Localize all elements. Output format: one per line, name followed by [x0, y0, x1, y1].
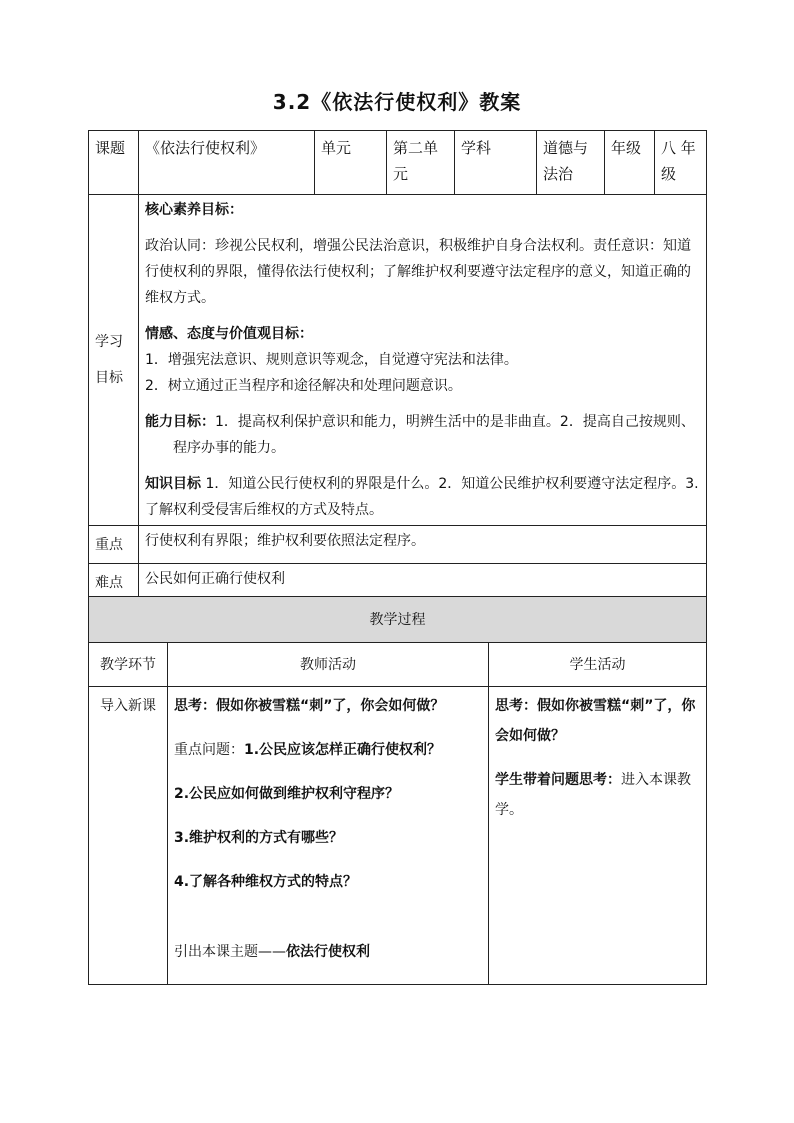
difficulty-text: 公民如何正确行使权利 — [139, 564, 707, 602]
lead-topic: 依法行使权利 — [286, 944, 370, 960]
teaching-process-table — [88, 596, 707, 985]
topic-value: 《依法行使权利》 — [139, 131, 315, 195]
lesson-info-table — [88, 130, 707, 602]
label-topic: 课题 — [89, 131, 139, 195]
teacher-key-line — [174, 737, 482, 763]
knowledge-heading: 知识目标 — [145, 476, 201, 492]
lead-line — [174, 939, 482, 965]
teacher-think: 思考：假如你被雪糕“刺”了，你会如何做？ — [174, 698, 445, 714]
student-action-line — [495, 765, 700, 825]
emotion-heading: 情感、态度与价值观目标： — [145, 326, 313, 342]
col-student-header: 学生活动 — [489, 643, 707, 687]
knowledge-text: 1．知道公民行使权利的界限是什么。2．知道公民维护权利要遵守法定程序。3.了解权利受侵害后维权的方式及特点。 — [145, 476, 699, 518]
key-question-2: 2.公民应如何做到维护权利守程序？ — [174, 786, 400, 802]
key-question-1: 1.公民应该怎样正确行使权利？ — [244, 742, 442, 758]
stage-intro: 导入新课 — [89, 687, 168, 985]
key-question-4: 4.了解各种维权方式的特点？ — [174, 874, 358, 890]
label-grade: 年级 — [605, 131, 655, 195]
subject-value: 道德与法治 — [537, 131, 605, 195]
page-title: 3.2《依法行使权利》教案 — [272, 90, 522, 114]
label-subject: 学科 — [455, 131, 537, 195]
teacher-activity — [168, 687, 489, 985]
label-key-point: 重点 — [89, 526, 139, 564]
key-question-3: 3.维护权利的方式有哪些？ — [174, 830, 344, 846]
core-heading: 核心素养目标： — [145, 202, 243, 218]
col-stage-header: 教学环节 — [89, 643, 168, 687]
core-text: 政治认同：珍视公民权利，增强公民法治意识，积极维护自身合法权利。责任意识：知道行使权利的界限，懂得依法行使权利；了解维护权利要遵守法定程序的意义，知道正确的维权方式。 — [145, 238, 691, 306]
process-heading: 教学过程 — [89, 597, 707, 643]
student-think: 思考：假如你被雪糕“刺”了，你会如何做？ — [495, 698, 696, 744]
student-action-bold: 学生带着问题思考： — [495, 772, 621, 788]
col-teacher-header: 教师活动 — [168, 643, 489, 687]
unit-value: 第二单元 — [387, 131, 455, 195]
label-unit: 单元 — [315, 131, 387, 195]
label-difficulty: 难点 — [89, 564, 139, 602]
ability-line — [145, 409, 700, 461]
lead-prefix: 引出本课主题—— — [174, 944, 286, 960]
emotion-item-1: 1．增强宪法意识、规则意识等观念，自觉遵守宪法和法律。 — [145, 352, 518, 368]
ability-heading: 能力目标： — [145, 414, 215, 430]
ability-text: 1．提高权利保护意识和能力，明辨生活中的是非曲直。2．提高自己按规则、程序办事的能力。 — [173, 414, 695, 456]
student-activity — [489, 687, 707, 985]
student-action-text: 进入本课教学。 — [495, 772, 691, 818]
key-point-text: 行使权利有界限；维护权利要依照法定程序。 — [139, 526, 707, 564]
key-prefix: 重点问题： — [174, 742, 244, 758]
emotion-item-2: 2．树立通过正当程序和途径解决和处理问题意识。 — [145, 378, 462, 394]
label-objectives: 学习 目标 — [89, 195, 139, 526]
objectives-content — [139, 195, 707, 526]
grade-value: 八 年级 — [655, 131, 707, 195]
knowledge-line — [145, 471, 700, 523]
